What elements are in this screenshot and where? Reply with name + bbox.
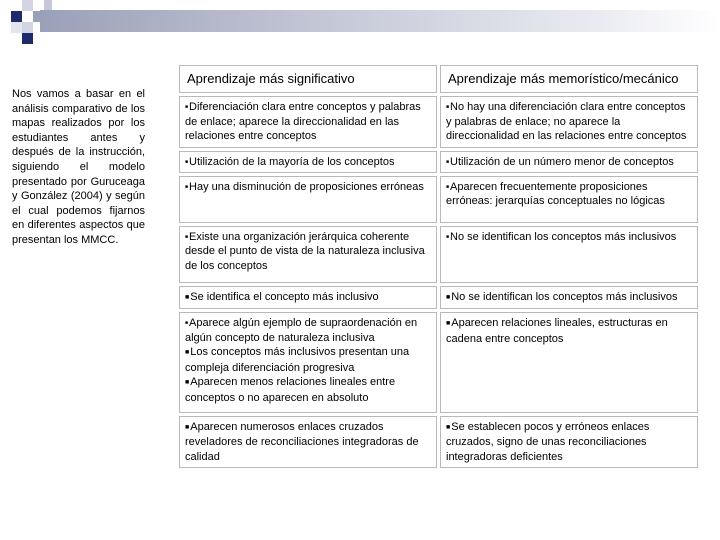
table-row — [179, 176, 698, 223]
bullet-item — [185, 420, 431, 464]
header-meaningful-learning: Aprendizaje más significativo — [179, 65, 437, 93]
table-row — [179, 151, 698, 173]
cell-meaningful — [179, 416, 437, 468]
table-row — [179, 416, 698, 468]
decor-square-navy-1 — [11, 11, 22, 22]
bullet-item — [446, 230, 692, 244]
square-bullet-icon: ■ — [446, 184, 450, 191]
bullet-item — [185, 316, 431, 345]
decor-square-light-3 — [11, 22, 22, 33]
cell-rote — [440, 416, 698, 468]
bullet-item — [446, 290, 692, 305]
cell-rote — [440, 226, 698, 283]
bullet-item — [446, 155, 692, 169]
bullet-text: Aparece algún ejemplo de supraordenación en algún concepto de naturaleza inclusiva — [185, 317, 418, 344]
square-bullet-icon: ■ — [446, 158, 450, 165]
bullet-text: Hay una disminución de proposiciones erróneas — [189, 181, 424, 194]
square-bullet-icon: ■ — [446, 423, 451, 431]
bullet-text: Aparecen frecuentemente proposiciones erróneas: jerarquías conceptuales no lógicas — [446, 181, 665, 208]
bullet-item — [185, 155, 431, 169]
cell-meaningful — [179, 151, 437, 173]
bullet-text: Utilización de la mayoría de los conceptos — [189, 155, 395, 168]
bullet-text: Aparecen numerosos enlaces cruzados reveladores de reconciliaciones integradoras de calidad — [185, 420, 419, 463]
bullet-text: Utilización de un número menor de conceptos — [450, 155, 674, 168]
cell-rote — [440, 151, 698, 173]
header-rote-learning: Aprendizaje más memorístico/mecánico — [440, 65, 698, 93]
bullet-item — [446, 180, 692, 209]
bullet-text: Diferenciación clara entre conceptos y palabras de enlace; aparece la direccionalidad en las relaciones entre conceptos — [185, 101, 421, 143]
square-bullet-icon: ■ — [185, 104, 189, 111]
bullet-text: No hay una diferenciación clara entre conceptos y palabras de enlace; no aparece la direccionalidad en las relaciones entre conceptos — [446, 101, 687, 143]
bullet-item — [185, 345, 431, 375]
bullet-text: Existe una organización jerárquica coherente desde el punto de vista de la naturaleza inclusiva de los conceptos — [185, 230, 425, 272]
bullet-text: Aparecen menos relaciones lineales entre conceptos o no aparecen en absoluto — [185, 376, 396, 404]
table-row — [179, 226, 698, 283]
table-row — [179, 96, 698, 147]
bullet-text: Aparecen relaciones lineales, estructuras en cadena entre conceptos — [446, 317, 668, 345]
cell-meaningful — [179, 96, 437, 147]
bullet-text: No se identifican los conceptos más inclusivos — [450, 230, 677, 243]
cell-rote — [440, 176, 698, 223]
square-bullet-icon: ■ — [185, 294, 190, 302]
cell-rote — [440, 286, 698, 309]
table-row — [179, 312, 698, 412]
table-row — [179, 286, 698, 309]
bullet-text: Los conceptos más inclusivos presentan una compleja diferenciación progresiva — [185, 346, 410, 374]
comparison-table — [176, 62, 701, 471]
bullet-text: Se identifica el concepto más inclusivo — [190, 291, 379, 304]
square-bullet-icon: ■ — [185, 184, 189, 191]
bullet-item — [185, 180, 431, 194]
square-bullet-icon: ■ — [185, 320, 189, 327]
decor-square-light-1 — [22, 0, 33, 11]
bullet-item — [185, 230, 431, 273]
square-bullet-icon: ■ — [185, 349, 190, 357]
square-bullet-icon: ■ — [185, 158, 189, 165]
bullet-text: No se identifican los conceptos más inclusivos — [451, 291, 678, 304]
square-bullet-icon: ■ — [185, 233, 189, 240]
square-bullet-icon: ■ — [185, 379, 190, 387]
bullet-item — [185, 100, 431, 143]
bullet-item — [446, 316, 692, 346]
bullet-item — [446, 100, 692, 143]
cell-rote — [440, 96, 698, 147]
bullet-item — [185, 290, 431, 305]
square-bullet-icon: ■ — [446, 104, 450, 111]
header-gradient-bar — [40, 10, 720, 32]
square-bullet-icon: ■ — [446, 233, 450, 240]
cell-rote — [440, 312, 698, 412]
square-bullet-icon: ■ — [446, 320, 451, 328]
square-bullet-icon: ■ — [185, 423, 190, 431]
cell-meaningful — [179, 176, 437, 223]
bullet-text: Se establecen pocos y erróneos enlaces cruzados, signo de unas reconciliaciones integradoras deficientes — [446, 420, 650, 463]
decor-square-navy-2 — [22, 33, 33, 44]
cell-meaningful — [179, 312, 437, 412]
decor-square-light-2 — [22, 22, 33, 33]
intro-paragraph: Nos vamos a basar en el análisis comparativo de los mapas realizados por los estudiantes antes y después de la instrucción, siguiendo el modelo presentado por Guruceaga y González (2004) y según el cual podemos fijarnos en diferentes aspectos que presentan los MMCC. — [12, 88, 145, 246]
table-header-row — [179, 65, 698, 93]
bullet-item — [185, 375, 431, 405]
square-bullet-icon: ■ — [446, 294, 451, 302]
cell-meaningful — [179, 226, 437, 283]
bullet-item — [446, 420, 692, 464]
cell-meaningful — [179, 286, 437, 309]
